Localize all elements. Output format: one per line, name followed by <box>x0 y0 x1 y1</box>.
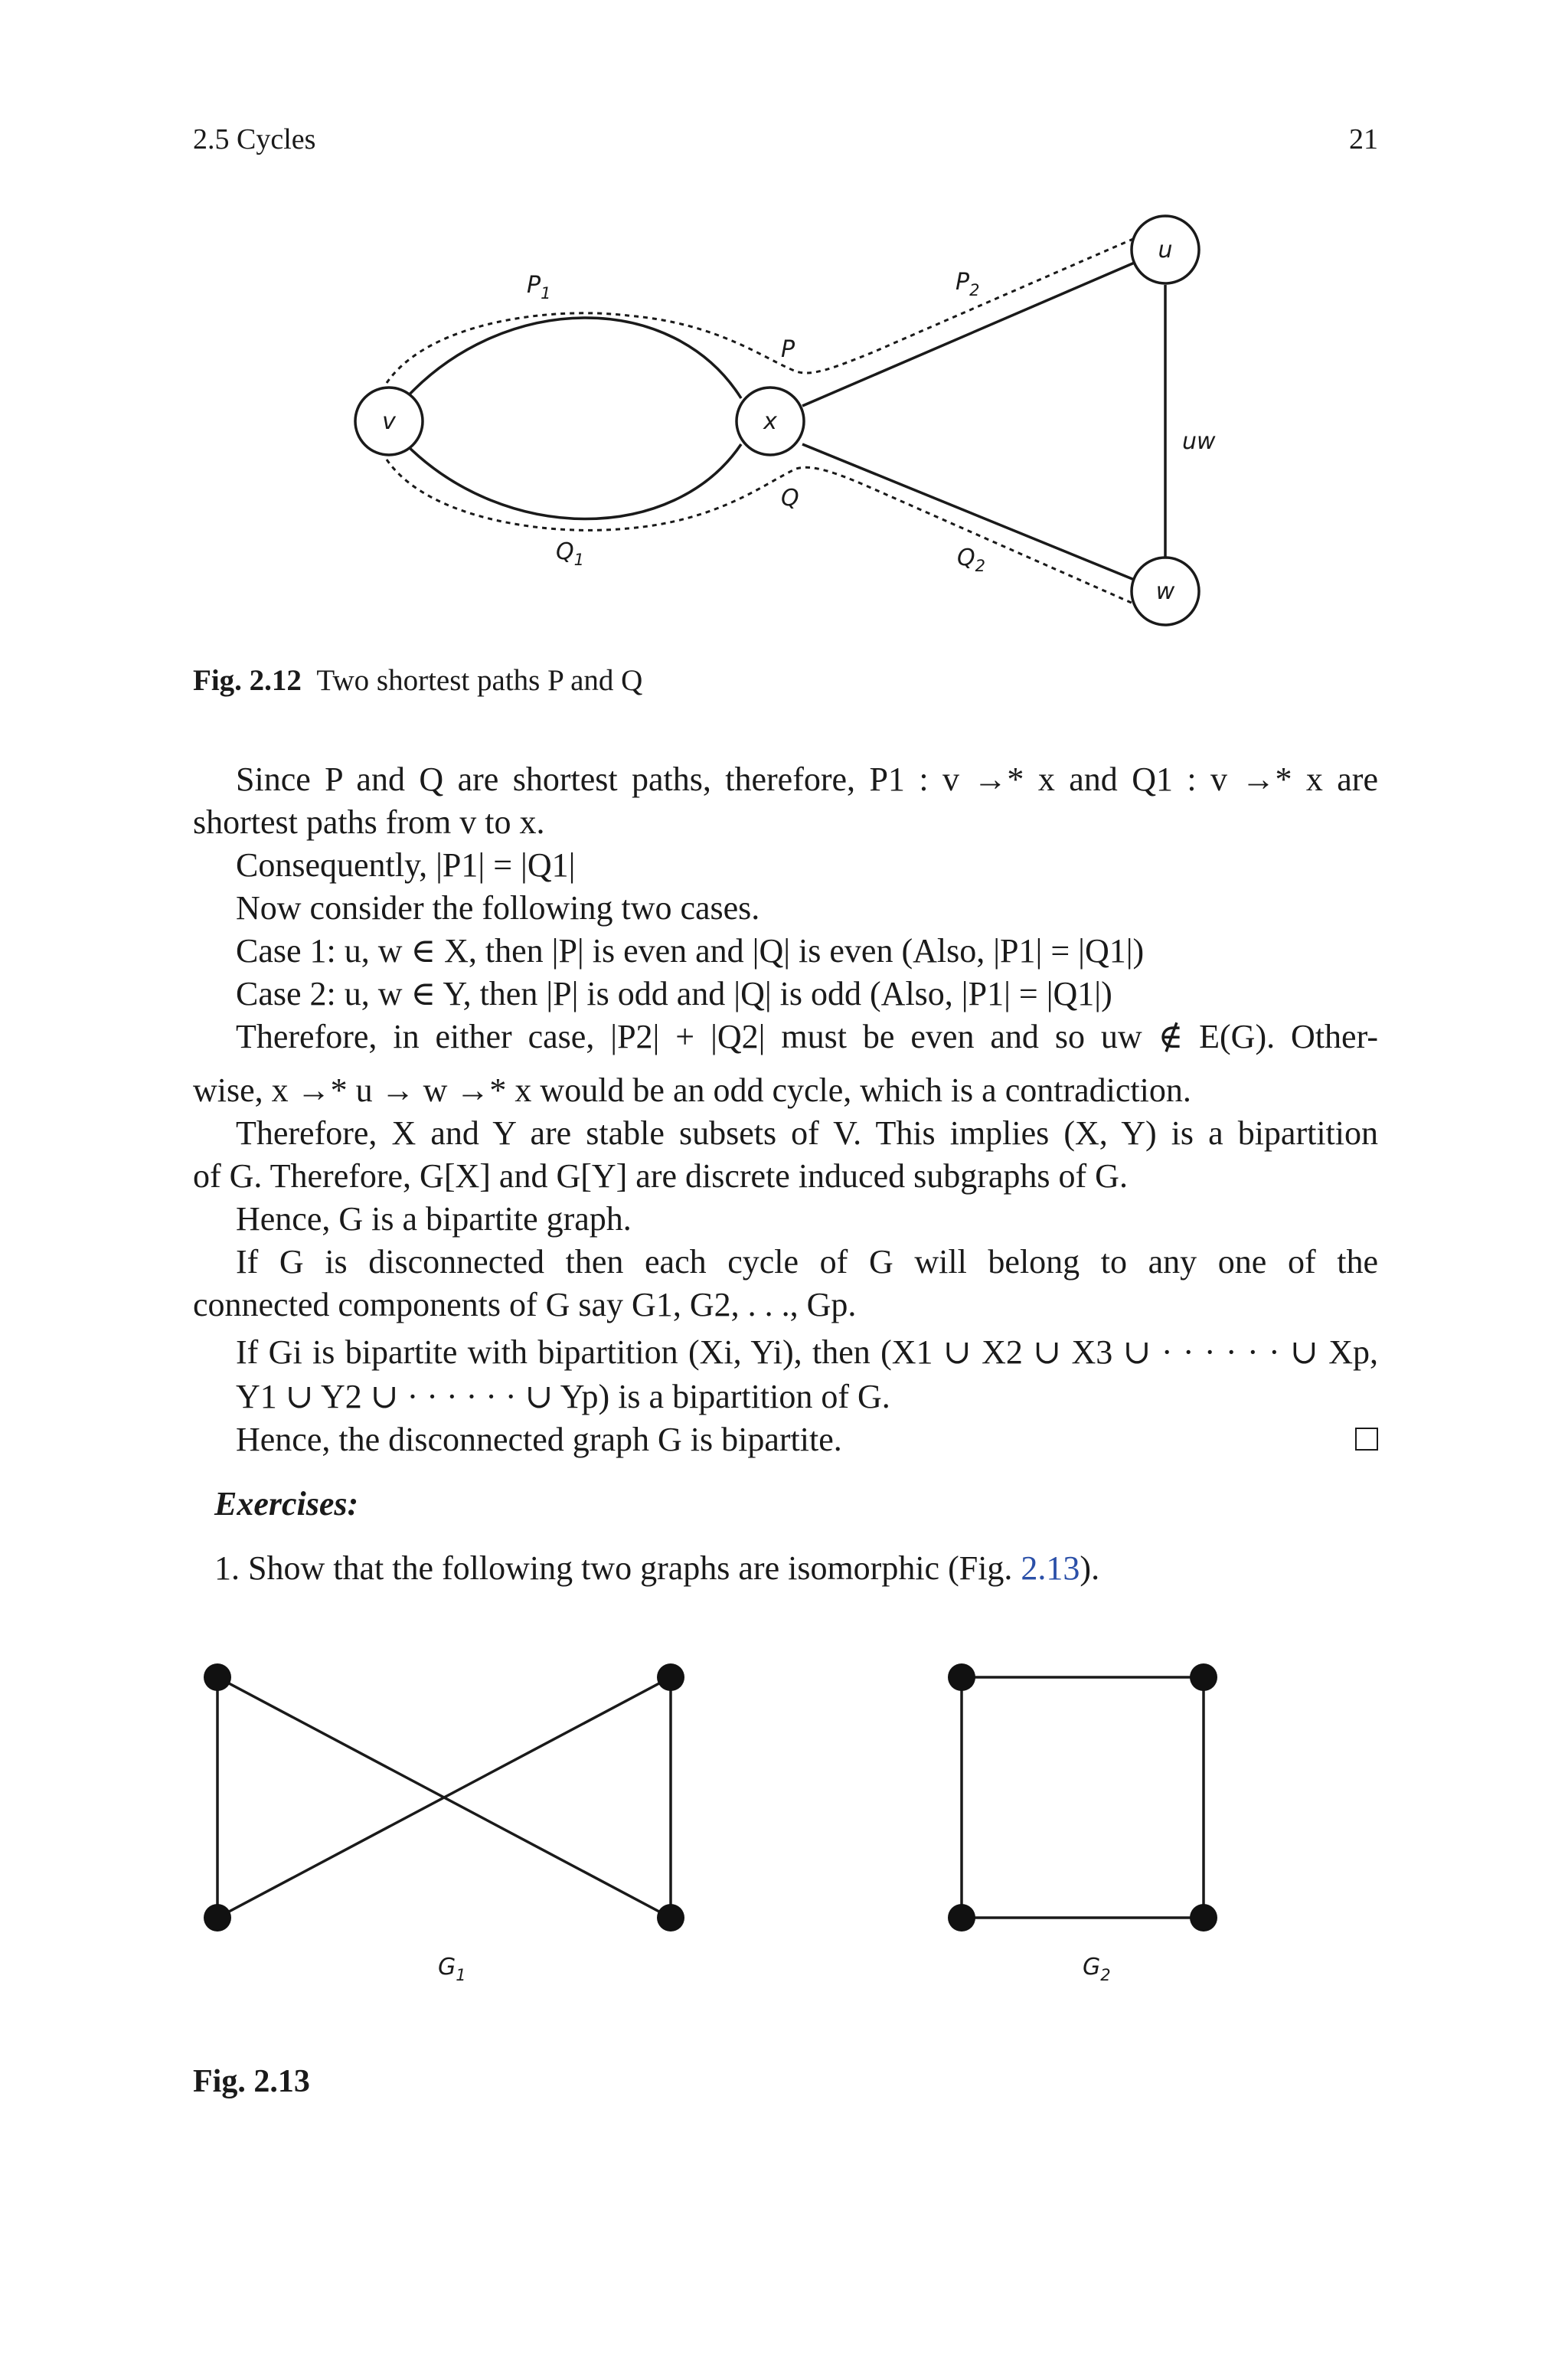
text-line: Since P and Q are shortest paths, therefore, P1 : v →* x and Q1 : v →* x are <box>236 761 1378 798</box>
edge-v-x-upper <box>406 318 741 398</box>
text-line: Y1 ∪ Y2 ∪ · · · · · · ∪ Yp) is a bipartition of G. <box>236 1378 890 1415</box>
text-line: Hence, G is a bipartite graph. <box>236 1200 632 1238</box>
node-v-label: v <box>382 408 396 435</box>
exercises-heading: Exercises: <box>214 1485 359 1523</box>
node-u <box>1132 216 1199 283</box>
figure-2-12 <box>0 0 1568 659</box>
text-line: Case 2: u, w ∈ Y, then |P| is odd and |Q| is odd (Also, |P1| = |Q1|) <box>236 975 1112 1012</box>
page-number: 21 <box>1349 123 1378 155</box>
label-uw: uw <box>1182 428 1216 455</box>
text-line: Case 1: u, w ∈ X, then |P| is even and |Q| is even (Also, |P1| = |Q1|) <box>236 932 1145 970</box>
g2-vertex <box>1190 1663 1217 1691</box>
figure-2-13-graphs <box>0 1639 1568 2007</box>
text-line: Consequently, |P1| = |Q1| <box>236 846 576 884</box>
figure-2-13 <box>0 1639 1568 2010</box>
caption-text: Two shortest paths P and Q <box>316 664 643 697</box>
label-p: P <box>781 336 795 363</box>
caption-number: Fig. 2.12 <box>193 664 302 697</box>
text-line: Therefore, X and Y are stable subsets of V. This implies (X, Y) is a bipartition <box>236 1114 1378 1152</box>
text-line: shortest paths from v to x. <box>193 803 545 841</box>
running-header-section: 2.5 Cycles <box>193 123 316 155</box>
text-line: If Gi is bipartite with bipartition (Xi, Yi), then (X1 ∪ X2 ∪ X3 ∪ · · · · · · ∪ Xp, <box>236 1333 1378 1371</box>
exercise-item-1-end: ). <box>1080 1549 1100 1587</box>
g2-vertex <box>1190 1904 1217 1932</box>
node-w <box>1132 558 1199 625</box>
text-line: If G is disconnected then each cycle of G will belong to any one of the <box>236 1243 1378 1281</box>
text-line: wise, x →* u → w →* x would be an odd cycle, which is a contradiction. <box>193 1071 1191 1109</box>
label-p2: $P_2$ <box>956 269 980 299</box>
node-v <box>355 388 423 455</box>
g1-vertex <box>204 1904 231 1932</box>
graph-g2 <box>948 1663 1217 1984</box>
text-line: of G. Therefore, G[X] and G[Y] are discrete induced subgraphs of G. <box>193 1157 1128 1195</box>
g1-vertex <box>657 1663 684 1691</box>
figure-ref-link[interactable]: 2.13 <box>1021 1549 1080 1587</box>
node-x <box>737 388 804 455</box>
caption-number: Fig. 2.13 <box>193 2064 310 2099</box>
qed-box <box>1355 1428 1378 1451</box>
g2-vertex <box>948 1904 975 1932</box>
label-q: Q <box>781 485 799 512</box>
text-line: Therefore, in either case, |P2| + |Q2| must be even and so uw ∉ E(G). Other- <box>236 1018 1378 1055</box>
label-q2: $Q_2$ <box>957 545 985 575</box>
label-p1: $P_1$ <box>527 272 551 303</box>
text-line: connected components of G say G1, G2, . . ., Gp. <box>193 1286 857 1323</box>
g2-vertex <box>948 1663 975 1691</box>
exercise-item-1-text: 1. Show that the following two graphs are isomorphic (Fig. <box>214 1549 1021 1587</box>
exercise-item-1 <box>214 1547 1099 1590</box>
text-line: Hence, the disconnected graph G is bipartite. <box>236 1421 842 1458</box>
g1-vertex <box>657 1904 684 1932</box>
g1-vertex <box>204 1663 231 1691</box>
node-u-label: u <box>1158 237 1173 263</box>
g1-label: $G_1$ <box>438 1954 466 1984</box>
node-x-label: x <box>763 408 777 435</box>
label-q1: $Q_1$ <box>556 538 584 569</box>
path-q1-q2-dotted <box>387 460 1133 603</box>
node-w-label: w <box>1155 578 1175 605</box>
g2-label: $G_2$ <box>1083 1954 1111 1984</box>
figure-2-13-caption <box>193 2063 310 2100</box>
graph-g1 <box>204 1663 684 1984</box>
figure-2-12-caption <box>193 663 642 698</box>
text-line: Now consider the following two cases. <box>236 889 760 927</box>
figure-2-12-graph <box>0 0 1568 659</box>
